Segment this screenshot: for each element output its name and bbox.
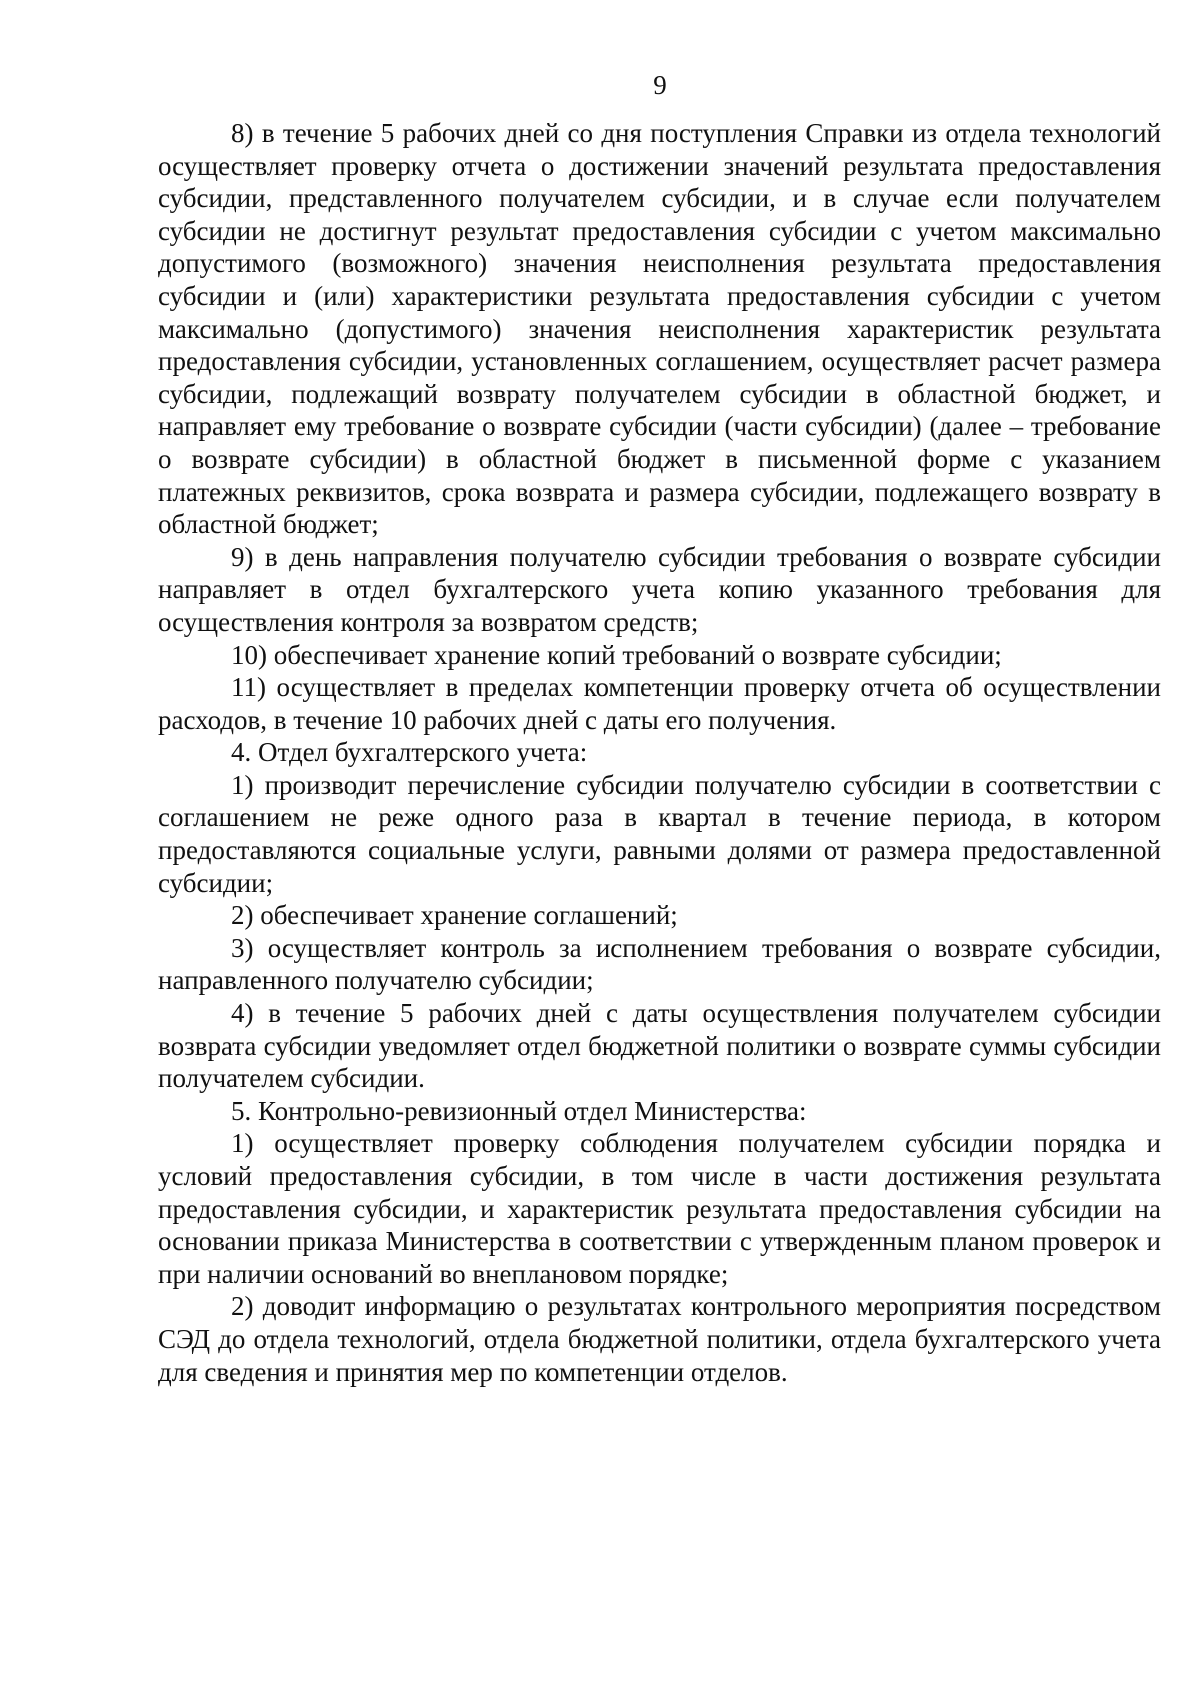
- paragraph-accounting-1: 1) производит перечисление субсидии получателю субсидии в соответствии с соглашением не реже одного раза в квартал в течение периода, в котором предоставляются социальные услуги, равными долями от размера предоставленной субсидии;: [158, 769, 1161, 898]
- paragraph-item-10: 10) обеспечивает хранение копий требований о возврате субсидии;: [231, 639, 1002, 670]
- paragraph-item-11: 11) осуществляет в пределах компетенции проверку отчета об осуществлении расходов, в течение 10 рабочих дней с даты его получения.: [158, 672, 1161, 735]
- section-heading-accounting: 4. Отдел бухгалтерского учета:: [231, 737, 588, 768]
- paragraph-audit-2: 2) доводит информацию о результатах контрольного мероприятия посредством СЭД до отдела технологий, отдела бюджетной политики, отдела бухгалтерского учета для сведения и принятия мер по компетенции отделов.: [158, 1291, 1161, 1387]
- paragraph-accounting-2: 2) обеспечивает хранение соглашений;: [231, 900, 678, 931]
- paragraph-item-8: 8) в течение 5 рабочих дней со дня поступления Справки из отдела технологий осуществляет проверку отчета о достижении значений результата предоставления субсидии, представленного получателем субсидии, и в случае если получателем субсидии не достигнут результат предоставления субсидии с учетом максимально допустимого (возможного) значения неисполнения результата предоставления субсидии и (или) характеристики результата предоставления субсидии с учетом максимально (допустимого) значения неисполнения характеристик результата предоставления субсидии, установленных соглашением, осуществляет расчет размера субсидии, подлежащий возврату получателем субсидии в областной бюджет, и направляет ему требование о возврате субсидии (части субсидии) (далее – требование о возврате субсидии) в областной бюджет в письменной форме с указанием платежных реквизитов, срока возврата и размера субсидии, подлежащего возврату в областной бюджет;: [158, 118, 1161, 540]
- paragraph-accounting-3: 3) осуществляет контроль за исполнением требования о возврате субсидии, направленного получателю субсидии;: [158, 932, 1161, 996]
- section-heading-audit: 5. Контрольно-ревизионный отдел Министерства:: [231, 1095, 807, 1126]
- paragraph-accounting-4: 4) в течение 5 рабочих дней с даты осуществления получателем субсидии возврата субсидии уведомляет отдел бюджетной политики о возврате суммы субсидии получателем субсидии.: [158, 998, 1161, 1094]
- paragraph-item-9: 9) в день направления получателю субсидии требования о возврате субсидии направляет в отдел бухгалтерского учета копию указанного требования для осуществления контроля за возвратом средств;: [158, 541, 1161, 637]
- page-number: 9: [653, 70, 667, 100]
- paragraph-audit-1: 1) осуществляет проверку соблюдения получателем субсидии порядка и условий предоставления субсидии, в том числе в части достижения результата предоставления субсидии, и характеристик результата предоставления субсидии на основании приказа Министерства в соответствии с утвержденным планом проверок и при наличии оснований во внеплановом порядке;: [158, 1128, 1161, 1289]
- document-body: [158, 117, 1161, 1388]
